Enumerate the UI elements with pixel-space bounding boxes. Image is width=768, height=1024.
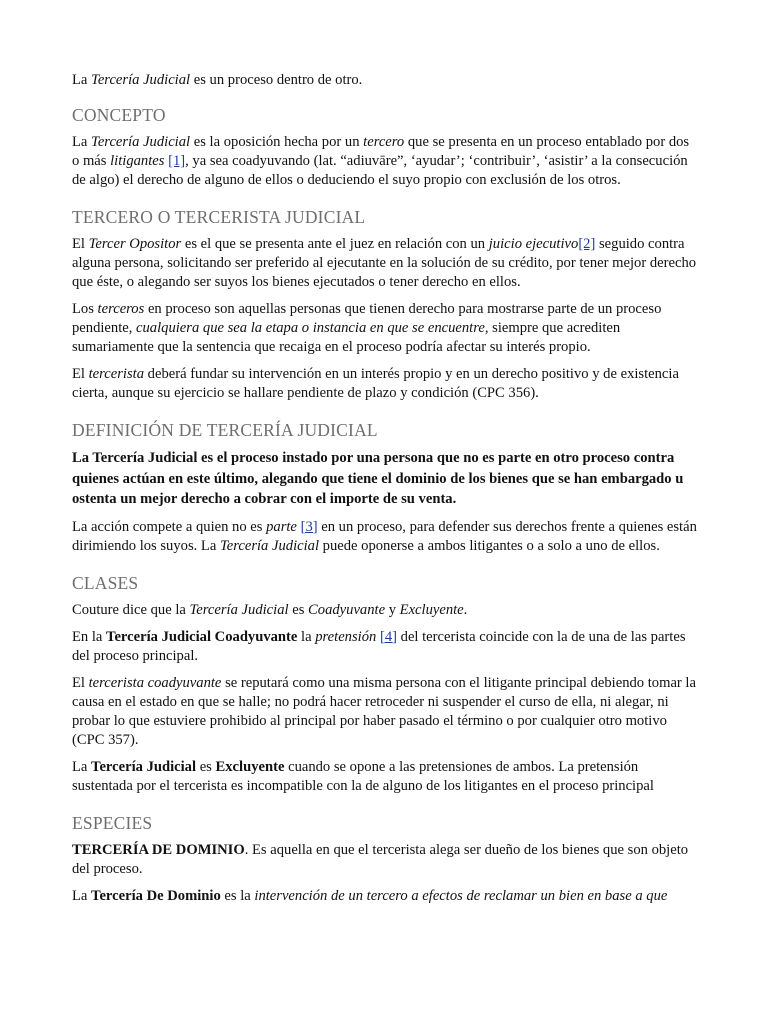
especies-paragraph-1: TERCERÍA DE DOMINIO. Es aquella en que el tercerista alega ser dueño de los bienes que son objeto del proceso. [72,841,689,877]
footnote-link-4[interactable]: [4] [379,628,397,645]
intro-paragraph: La Tercería Judicial es un proceso dentro de otro. [72,72,363,88]
footnote-link-2[interactable]: [2] [578,236,596,252]
definicion-paragraph-1: La Tercería Judicial es el proceso instado por una persona que no es parte en otro proceso contra quienes actúan en este último, alegando que tiene el dominio de los bienes que se han embargado u ostenta un mejor derecho a cobrar con el importe de su venta. [72,450,684,507]
clases-paragraph-4: La Tercería Judicial es Excluyente cuando se opone a las pretensiones de ambos. La pretensión sustentada por el tercerista es incompatible con la de alguno de los litigantes en el proceso principal [72,758,654,794]
definicion-heading: DEFINICIÓN DE TERCERÍA JUDICIAL [72,420,378,440]
clases-paragraph-1: Couture dice que la Tercería Judicial es Coadyuvante y Excluyente. [72,601,468,618]
clases-paragraph-2: En la Tercería Judicial Coadyuvante la pretensión [4] del tercerista coincide con la de una de las partes del proceso principal. [72,628,686,664]
tercero-paragraph-2: Los terceros en proceso son aquellas personas que tienen derecho para mostrarse parte de un proceso pendiente, cualquiera que sea la etapa o instancia en que se encuentre, siempre que acrediten sumariamente que la sentencia que recaiga en el proceso podría afectar su interés propio. [72,301,662,355]
document-page [72,71,698,914]
especies-heading: ESPECIES [72,812,153,833]
clases-heading: CLASES [72,572,139,593]
concepto-heading: CONCEPTO [72,105,166,125]
footnote-link-1[interactable]: [1] [168,153,186,169]
concepto-paragraph: La Tercería Judicial es la oposición hecha por un tercero que se presenta en un proceso entablado por dos o más litigantes [1], ya sea coadyuvando (lat. “adiuvāre”, ‘ayudar’; ‘contribuir’, ‘asistir’ a la consecución de algo) el derecho de alguno de ellos o deduciendo el suyo propio con exclusión de los otros. [72,134,690,188]
footnote-link-3[interactable]: [3] [300,518,318,535]
especies-paragraph-2: La Tercería De Dominio es la intervención de un tercero a efectos de reclamar un bien en base a que [72,887,668,904]
clases-paragraph-3: El tercerista coadyuvante se reputará como una misma persona con el litigante principal debiendo tomar la causa en el estado en que se halle; no podrá hacer retroceder ni suspender el curso de ella, ni alegar, ni probar lo que estuviere prohibido al principal por haber pasado el término o por cualquier otro motivo (CPC 357). [72,674,696,748]
tercero-heading: TERCERO O TERCERISTA JUDICIAL [72,207,366,227]
tercero-paragraph-3: El tercerista deberá fundar su intervención en un interés propio y en un derecho positivo y de existencia cierta, aunque su ejercicio se hallare pendiente de plazo y condición (CPC 356). [72,366,679,401]
definicion-paragraph-2: La acción compete a quien no es parte [3] en un proceso, para defender sus derechos frente a quienes están dirimiendo los suyos. La Tercería Judicial puede oponerse a ambos litigantes o a solo a uno de ellos. [72,518,697,554]
tercero-paragraph-1: El Tercer Opositor es el que se presenta ante el juez en relación con un juicio ejecutivo[2] seguido contra alguna persona, solicitando ser preferido al ejecutante en la solución de su crédito, por tener mejor derecho que éste, o alegando ser suyos los bienes ejecutados o tener derecho en ellos. [72,236,697,290]
